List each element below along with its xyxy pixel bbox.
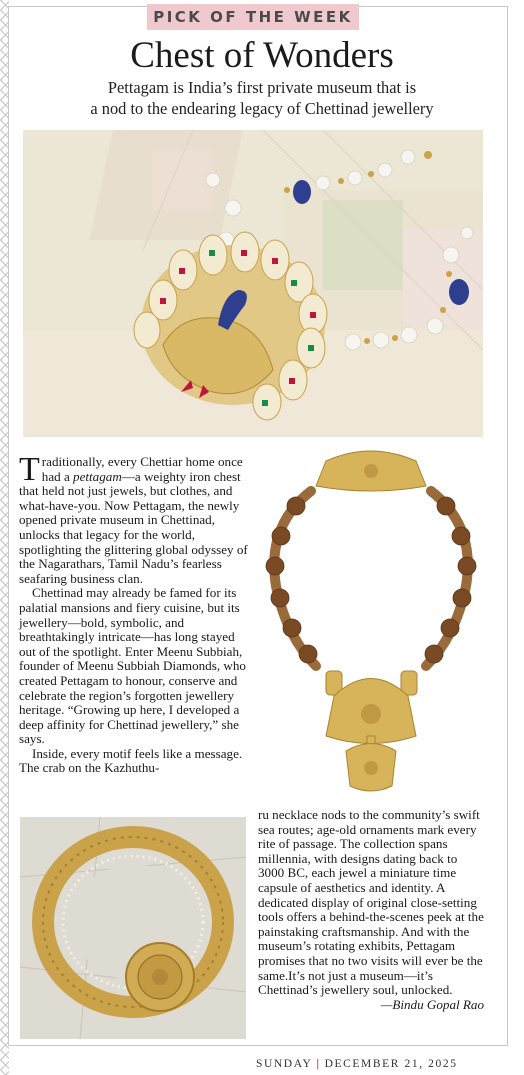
kazhuthuru-necklace-photo bbox=[20, 817, 246, 1039]
section-kicker: PICK OF THE WEEK bbox=[147, 4, 359, 30]
page-footer bbox=[256, 1058, 496, 1070]
peacock-brooch-photo bbox=[23, 130, 483, 437]
deck-line-2: a nod to the endearing legacy of Chettinad jewellery bbox=[90, 99, 434, 118]
gold-temple-necklace-photo bbox=[256, 446, 486, 800]
deck bbox=[40, 77, 484, 119]
article-body-left bbox=[19, 451, 248, 776]
paragraph-3-continued: ru necklace nods to the community’s swift sea routes; age-old ornaments mark every rite of passage. The collection spans millennia, with designs dating back to 3000 BC, each jewel a miniature time capsule of aesthetics and identity. A dedicated display of original close-setting tools offers a behind-the-scenes peek at the painstaking craftsmanship. And with the museum’s rotating exhibits, Pettagam promises that no two visits will ever be the same.It’s not just a museum—it’s Chettinad’s jewellery soul, unlocked. bbox=[258, 807, 484, 998]
headline: Chest of Wonders bbox=[130, 35, 394, 76]
paragraph-2: Chettinad may already be famed for its palatial mansions and fiery cuisine, but its jewellery—bold, symbolic, and breathtakingly intricate—has long stayed out of the spotlight. Enter Meenu Subbiah, founder of Meenu Subbiah Diamonds, who created Pettagam to honour, conserve and celebrate the region’s forgotten jewellery heritage. “Growing up here, I developed a deep affinity for Chettinad jewellery,” she says. bbox=[19, 585, 246, 747]
footer-separator: | bbox=[316, 1058, 321, 1070]
paragraph-3-start: Inside, every motif feels like a message. The crab on the Kazhuthu- bbox=[19, 745, 243, 776]
article-body-right bbox=[258, 808, 484, 1012]
byline: —Bindu Gopal Rao bbox=[380, 996, 484, 1012]
deck-line-1: Pettagam is India’s first private museum that is bbox=[107, 78, 417, 97]
footer-date: DECEMBER 21, 2025 bbox=[324, 1058, 458, 1070]
paragraph-1: Traditionally, every Chettiar home once had a pettagam—a weighty iron chest that held not just jewels, but clothes, and what-have-you. Now Pettagam, the newly opened private museum in Chettinad, unlocks that legacy for the world, spotlighting the glittering global odyssey of the Nagarathars, Tamil Nadu’s fearless seafaring business clan. bbox=[19, 451, 248, 586]
footer-day: SUNDAY bbox=[256, 1058, 313, 1070]
drop-cap: T bbox=[19, 451, 40, 488]
